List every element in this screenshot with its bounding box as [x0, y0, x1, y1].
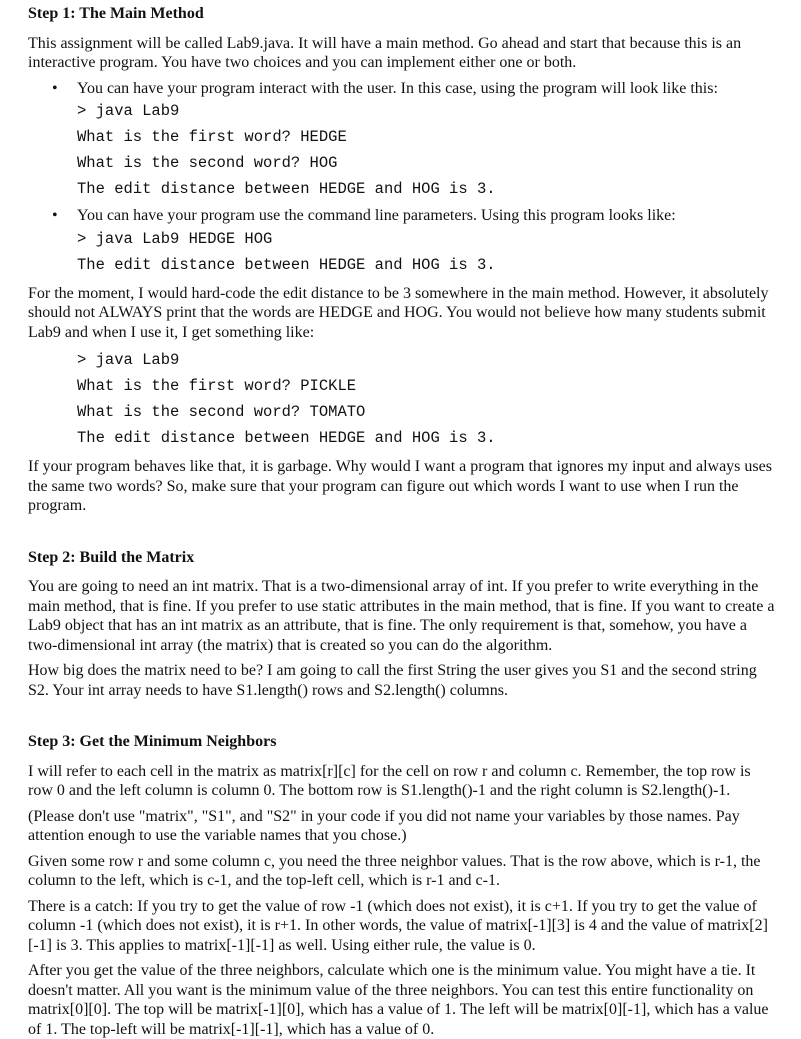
code-line: The edit distance between HEDGE and HOG is 3.: [77, 180, 496, 198]
bad-example-code: [28, 348, 777, 451]
step3-para4: There is a catch: If you try to get the value of row -1 (which does not exist), it is c+1. If you try to get the value of column -1 (which does not exist), it is r+1. In other words, the value of matrix[-1][3] is 4 and the value of matrix[2][-1] is 3. This applies to matrix[-1][-1] as well. Using either rule, the value is 0.: [28, 897, 768, 954]
step2-para2: How big does the matrix need to be? I am going to call the first String the user gives you S1 and the second string S2. Your int array needs to have S1.length() rows and S2.length() columns.: [28, 662, 757, 699]
code-line: What is the first word? HEDGE: [77, 128, 347, 146]
code-line: The edit distance between HEDGE and HOG is 3.: [77, 429, 496, 447]
code-line: What is the second word? HOG: [77, 154, 338, 172]
step3-para5: After you get the value of the three neighbors, calculate which one is the minimum value. You might have a tie. It doesn't matter. All you want is the minimum value of the three neighbors. You can test this entire functionality on matrix[0][0]. The top will be matrix[-1][0], which has a value of 1. The left will be matrix[0][-1], which has a value of 1. The top-left will be matrix[-1][-1], which has a value of 0.: [28, 962, 769, 1038]
step3-section: [28, 732, 777, 1039]
step1-heading: Step 1: The Main Method: [28, 5, 204, 22]
code-line: > java Lab9: [77, 102, 180, 120]
step1-para2: For the moment, I would hard-code the edit distance to be 3 somewhere in the main method. However, it absolutely should not ALWAYS print that the words are HEDGE and HOG. You would not believe how many students submit Lab9 and when I use it, I get something like:: [28, 284, 769, 341]
step1-options-list: [28, 79, 777, 278]
option-command-line-text: You can have your program use the command line parameters. Using this program looks like:: [77, 207, 676, 224]
step2-section: [28, 548, 777, 701]
step2-heading: Step 2: Build the Matrix: [28, 548, 195, 566]
step3-para3: Given some row r and some column c, you need the three neighbor values. That is the row above, which is r-1, the column to the left, which is c-1, and the top-left cell, which is r-1 and c-1.: [28, 852, 761, 889]
step2-para1: You are going to need an int matrix. That is a two-dimensional array of int. If you prefer to write everything in the main method, that is fine. If you prefer to use static attributes in the main method, that is fine. If you want to create a Lab9 object that has an int matrix as an attribute, that is fine. The only requirement is that, somehow, you have a two-dimensional int array (the matrix) that is created so you can do the algorithm.: [28, 578, 775, 654]
step3-para1: I will refer to each cell in the matrix as matrix[r][c] for the cell on row r and column c. Remember, the top row is row 0 and the left column is column 0. The bottom row is S1.length()-1 and the right column is S2.length()-1.: [28, 762, 751, 799]
step1-intro: This assignment will be called Lab9.java. It will have a main method. Go ahead and start that because this is an interactive program. You have two choices and you can implement either one or both.: [28, 34, 742, 71]
bullet-icon: •: [52, 207, 58, 224]
code-line: > java Lab9 HEDGE HOG: [77, 229, 273, 248]
option-interactive-text: You can have your program interact with the user. In this case, using the program will look like this:: [77, 79, 718, 97]
step1-para3: If your program behaves like that, it is garbage. Why would I want a program that ignores my input and always uses the same two words? So, make sure that your program can figure out which words I want to use when I run the program.: [28, 458, 772, 514]
step1-section: [28, 4, 777, 516]
step3-heading: Step 3: Get the Minimum Neighbors: [28, 733, 277, 750]
code-line: > java Lab9: [77, 351, 180, 369]
code-line: The edit distance between HEDGE and HOG is 3.: [77, 255, 496, 274]
option-interactive: [28, 79, 777, 203]
code-line: What is the second word? TOMATO: [77, 403, 366, 421]
code-line: What is the first word? PICKLE: [77, 377, 357, 395]
step3-para2: (Please don't use "matrix", "S1", and "S2" in your code if you did not name your variables by those names. Pay attention enough to use the variable names that you chose.): [28, 807, 740, 844]
option-command-line: [28, 206, 777, 278]
bullet-icon: •: [52, 79, 58, 97]
